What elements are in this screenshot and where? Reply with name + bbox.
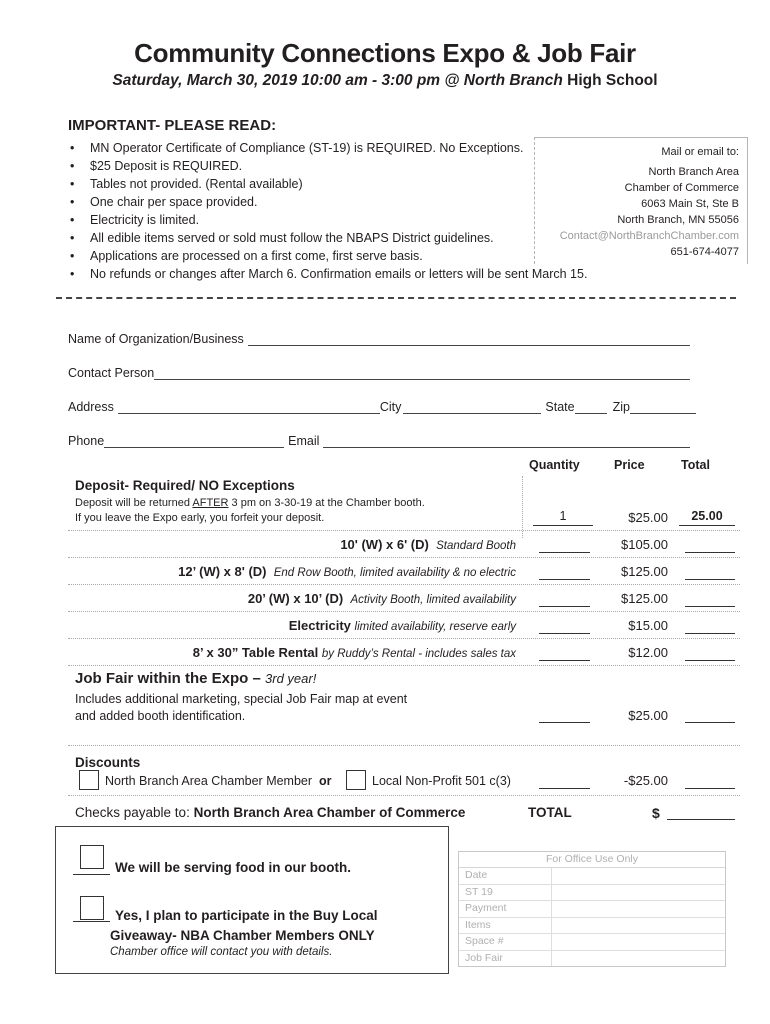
- important-heading: IMPORTANT- PLEASE READ:: [68, 117, 277, 134]
- rule-item: • MN Operator Certificate of Compliance (ST-19) is REQUIRED. No Exceptions.: [68, 139, 587, 157]
- electricity-total[interactable]: [685, 617, 735, 634]
- address-label: Address: [68, 400, 114, 414]
- job-fair-desc-1: Includes additional marketing, special Job Fair map at event: [75, 692, 408, 706]
- discounts-or: or: [318, 774, 332, 788]
- total-column-header: Total: [681, 458, 710, 472]
- event-date-time-location: Saturday, March 30, 2019 10:00 am - 3:00 pm @ North Branch: [112, 72, 563, 89]
- rule-item: • Tables not provided. (Rental available): [68, 175, 587, 193]
- deposit-note-suffix: 3 pm on 3-30-19 at the Chamber booth.: [228, 497, 425, 509]
- phone-input-line[interactable]: [104, 435, 284, 448]
- office-row-items: Items: [459, 918, 725, 935]
- page-title: Community Connections Expo & Job Fair: [134, 38, 636, 68]
- serving-food-checkbox[interactable]: [80, 845, 104, 869]
- standard-booth-desc: Standard Booth: [436, 540, 516, 552]
- activity-booth-price: $125.00: [621, 591, 668, 606]
- rule-item: • Electricity is limited.: [68, 211, 587, 229]
- job-fair-title: [75, 670, 316, 687]
- price-column-header: Price: [614, 458, 645, 472]
- phone-email-field-row: [68, 434, 690, 448]
- buy-local-label-1: Yes, I plan to participate in the Buy Local: [115, 908, 378, 923]
- electricity-title: Electricity: [288, 618, 351, 633]
- chamber-member-text: North Branch Area Chamber Member: [105, 774, 313, 788]
- end-row-booth-size: 12’ (W) x 8' (D): [178, 564, 267, 579]
- cut-line-divider: [56, 297, 736, 299]
- buy-local-label-2: Giveaway- NBA Chamber Members ONLY: [110, 928, 375, 943]
- standard-booth-total[interactable]: [685, 536, 735, 553]
- zip-label: Zip: [612, 400, 630, 414]
- checks-payable: [75, 805, 465, 820]
- office-column-divider: [551, 868, 552, 966]
- activity-booth-quantity[interactable]: [539, 590, 590, 607]
- office-row-job-fair: Job Fair: [465, 951, 503, 964]
- deposit-title: Deposit- Required/ NO Exceptions: [75, 478, 295, 493]
- state-input-line[interactable]: [575, 401, 607, 414]
- job-fair-total[interactable]: [685, 706, 735, 723]
- deposit-price: $25.00: [628, 510, 668, 525]
- job-fair-quantity[interactable]: [539, 706, 590, 723]
- row-separator: [68, 745, 740, 746]
- row-separator: [68, 557, 740, 558]
- mail-org-line2: Chamber of Commerce: [624, 182, 739, 194]
- rule-item: • $25 Deposit is REQUIRED.: [68, 157, 587, 175]
- phone-label: Phone: [68, 434, 105, 448]
- table-rental-title: 8’ x 30” Table Rental: [192, 645, 319, 660]
- grand-total-field[interactable]: [667, 803, 735, 820]
- rule-item: • All edible items served or sold must follow the NBAPS District guidelines.: [68, 229, 587, 247]
- city-input-line[interactable]: [403, 401, 541, 414]
- table-rental-label: [193, 645, 516, 660]
- row-separator: [68, 795, 740, 796]
- discount-quantity[interactable]: [539, 772, 590, 789]
- deposit-quantity[interactable]: 1: [533, 509, 593, 526]
- org-input-line[interactable]: [248, 333, 690, 346]
- electricity-quantity[interactable]: [539, 617, 590, 634]
- table-rental-price: $12.00: [628, 645, 668, 660]
- quantity-column-header: Quantity: [529, 458, 580, 472]
- end-row-booth-label: [178, 564, 516, 579]
- rule-item: • Applications are processed on a first come, first serve basis.: [68, 247, 587, 265]
- serving-food-label: We will be serving food in our booth.: [115, 860, 351, 875]
- office-row-space: Space #: [459, 934, 725, 951]
- standard-booth-label: [340, 537, 516, 552]
- buy-local-note: Chamber office will contact you with details.: [110, 946, 333, 958]
- row-separator: [68, 611, 740, 612]
- deposit-total[interactable]: 25.00: [679, 509, 735, 526]
- email-label: Email: [288, 434, 320, 448]
- event-subtitle: [0, 72, 770, 90]
- checks-payee: North Branch Area Chamber of Commerce: [193, 805, 466, 820]
- end-row-booth-desc: End Row Booth, limited availability & no electric: [273, 567, 516, 579]
- job-fair-year: 3rd year!: [265, 671, 317, 686]
- mail-label: Mail or email to:: [661, 146, 739, 158]
- standard-booth-price: $105.00: [621, 537, 668, 552]
- mail-street: 6063 Main St, Ste B: [641, 198, 739, 210]
- row-separator: [68, 584, 740, 585]
- important-list: [68, 139, 587, 283]
- activity-booth-desc: Activity Booth, limited availability: [350, 594, 516, 606]
- row-separator: [68, 638, 740, 639]
- electricity-label: [289, 618, 516, 633]
- standard-booth-quantity[interactable]: [539, 536, 590, 553]
- org-field-row: [68, 332, 690, 346]
- email-input-line[interactable]: [323, 435, 690, 448]
- total-dollar-sign: $: [652, 805, 660, 821]
- zip-input-line[interactable]: [630, 401, 696, 414]
- table-rental-desc: by Ruddy’s Rental - includes sales tax: [321, 648, 516, 660]
- deposit-note-2: If you leave the Expo early, you forfeit your deposit.: [75, 512, 325, 524]
- row-separator: [68, 530, 740, 531]
- job-fair-desc-2: and added booth identification.: [75, 709, 246, 723]
- job-fair-title-text: Job Fair within the Expo –: [75, 670, 261, 687]
- activity-booth-label: [248, 591, 516, 606]
- mail-email-link[interactable]: Contact@NorthBranchChamber.com: [559, 230, 739, 242]
- contact-field-row: [68, 366, 690, 380]
- buy-local-checkbox[interactable]: [80, 896, 104, 920]
- mail-phone: 651-674-4077: [670, 246, 739, 258]
- rule-item: • One chair per space provided.: [68, 193, 587, 211]
- contact-label: Contact Person: [68, 366, 155, 380]
- state-label: State: [545, 400, 575, 414]
- office-row-payment: Payment: [459, 901, 725, 918]
- chamber-member-label: [105, 774, 331, 788]
- discounts-title: Discounts: [75, 755, 141, 770]
- end-row-booth-price: $125.00: [621, 564, 668, 579]
- standard-booth-size: 10' (W) x 6' (D): [340, 537, 429, 552]
- activity-booth-size: 20’ (W) x 10’ (D): [247, 591, 344, 606]
- end-row-booth-quantity[interactable]: [539, 563, 590, 580]
- serving-food-underline: [73, 874, 110, 875]
- office-use-title: For Office Use Only: [459, 852, 725, 868]
- nonprofit-checkbox[interactable]: [346, 770, 366, 790]
- total-label: TOTAL: [528, 805, 572, 820]
- contact-input-line[interactable]: [154, 367, 690, 380]
- mail-org-line1: North Branch Area: [648, 166, 739, 178]
- row-separator: [68, 665, 740, 666]
- table-rental-total[interactable]: [685, 644, 735, 661]
- deposit-note-prefix: Deposit will be returned: [75, 497, 193, 509]
- deposit-note-after: AFTER: [192, 497, 229, 509]
- column-separator: [522, 476, 523, 538]
- discount-price: -$25.00: [623, 773, 668, 788]
- checks-payable-prefix: Checks payable to:: [75, 805, 194, 820]
- chamber-member-checkbox[interactable]: [79, 770, 99, 790]
- deposit-note: [75, 497, 425, 509]
- electricity-price: $15.00: [628, 618, 668, 633]
- event-school: High School: [567, 72, 658, 89]
- office-row-date: Date: [459, 868, 725, 885]
- end-row-booth-total[interactable]: [685, 563, 735, 580]
- nonprofit-label: Local Non-Profit 501 c(3): [372, 774, 511, 788]
- org-label: Name of Organization/Business: [68, 332, 244, 346]
- rule-item: • No refunds or changes after March 6. Confirmation emails or letters will be sent March 15.: [68, 265, 587, 283]
- job-fair-price: $25.00: [628, 708, 668, 723]
- mail-to-box: [534, 137, 748, 264]
- office-use-table: [458, 851, 726, 967]
- table-rental-quantity[interactable]: [539, 644, 590, 661]
- address-field-row: [68, 400, 696, 414]
- city-label: City: [379, 400, 402, 414]
- mail-city: North Branch, MN 55056: [617, 214, 739, 226]
- activity-booth-total[interactable]: [685, 590, 735, 607]
- office-row-st19: ST 19: [459, 885, 725, 902]
- address-input-line[interactable]: [118, 401, 380, 414]
- buy-local-underline: [73, 921, 110, 922]
- electricity-desc: limited availability, reserve early: [354, 621, 516, 633]
- discount-total[interactable]: [685, 772, 735, 789]
